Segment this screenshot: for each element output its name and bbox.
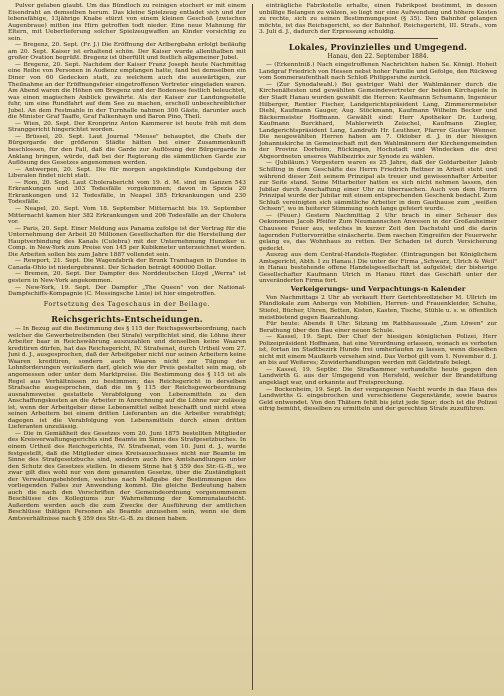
right-mid-articles [259,62,497,412]
article-paragraph: Für heute: Abends 8 Uhr: Sitzung im Rathhaussaale „Zum Löwen" zur Berathung über den Bau einer neuen Schule. [259,321,497,334]
article-paragraph: — Neapel, 20. Sept. Vom 18. September Mitternacht bis 19. September Mitternacht kamen hier 382 Erkrankungen und 206 Todesfälle an der Cholera vor. [8,205,246,226]
article-paragraph: — Wien, 20. Sept. Der Kronprinz Anton Kammerer ist heute früh mit dem Stranggericht hingerichtet worden. [8,120,246,134]
continuation-notice: Fortsetzung des Tageschaus in der Beilage. [43,299,211,308]
article-paragraph: — Bremen, 20. Sept. Der Dampfer des Norddeutschen Lloyd „Werra" ist gestern in New-York angekommen. [8,271,246,284]
article-paragraph: — (Zur Synodalwahl.) Bei gestriger Wahl der Wahlmänner durch die Kirchenältesten und gewählten Gemeindevertreter der beiden Kirchspiele in der Stadt Hanau wurden gewählt die Herren: Kaufmann Schumann, Ingenieur Hilberger, Rentier Fischer, Landgerichtspräsident Lang, Zimmerermeister Diehl, Kaufmann Gauger, Aug. Stöckmann, Kaufmann Wilhelm Becker und Bäckermeister Hoffmann. Gewählt sind: Herr Apotheker Dr. Ludwig, Kaufmann Burckhard, Mahlerwirth Zeischel, Kaufmann Ziegler, Landgerichtspräsident Lang, Landrath Hr. Leuthner, Pfarrer Gustav Wenner. Die neugewählten Herren haben am 7. Oktober d. J. in der hiesigen Johanniskirche in Gemeinschaft mit den Wahlmännern der Kirchengemeinden der Provinz Dorheim, Rückingen, Hochstadt und Windecken die drei Abgeordneten unseres Wahlbezirks zur Synode zu wählen. [259,81,497,160]
article-paragraph: — (Feuer.) Gestern Nachmittag 2 Uhr brach in einer Scheuer des Oekonomen Jacob Pfeifer Zum Neumannschen Anwesen in der Großauheimer Chaussee Feuer aus, welches in kurzer Zeit den Dachstuhl und die darin lagernden Futtervorräthe einäscherte. Dem raschen Eingreifen der Feuerwehr gelang es, das Wohnhaus zu retten. Der Schaden ist durch Versicherung gedeckt. [259,212,497,252]
article-paragraph: Auszug aus dem Central-Handels-Register. (Eintragungen bei Königlichem Amtsgericht, Abth. I zu Hanau.) Die unter der Firma „Schwarz, Ulrich & Weil" in Hanau bestehende offene Handelsgesellschaft ist aufgelöst; der bisherige Gesellschafter Kaufmann Ulrich in Hanau führt das Geschäft unter der unveränderten Firma fort. [259,252,497,285]
article-paragraph: — In Bezug auf die Bestimmung des § 115 der Reichsgewerbeordnung, nach welcher die Gewerbetreibenden (bei Strafe) verpflichtet sind, die Löhne ihrer Arbeiter baar in Reichswährung auszuzahlen und denselben keine Waaren kreditiren dürfen, hat das Reichsgericht, IV. Strafsenat, durch Urtheil vom 27. Juni d. J., ausgesprochen, daß der Arbeitgeber nicht nur seinen Arbeitern keine Waaren kreditiren, sondern auch Waaren nicht zur Tilgung der Lohnforderungen veräußern darf, gleich wie der Preis gestaltet sein mag, ob angemessen oder unter dem Marktpreise. Die Bestimmung des § 115 ist als Regel aus Verhältnissen zu bestimmen; das Reichsgericht in derselben Strafsache ausgesprochen, daß die im § 115 der Reichsgewerbeordnung ausnahmsweise gestattete Verabfolgung von Lebensmitteln zu den Anschaffungskosten an die Arbeiter in Anrechnung auf die Löhne nur zulässig ist, wenn der Arbeitgeber diese Lebensmittel selbst beschafft und nicht etwa seinen Arbeitern bei einem dritten Lieferanten an die Arbeiter verabfolgt; dagegen ist die Verabfolgung von Lebensmitteln durch einen dritten Lieferanten unzulässig. [8,326,246,431]
left-bottom-articles [8,326,246,522]
article-paragraph: — Die in Gemäßheit des Gesetzes vom 20. Juni 1875 bestellten Mitglieder des Kreisverwaltungsgerichts sind Beamte im Sinne des Strafgesetzbuches. In einem Urtheil des Reichsgerichts, IV. Strafsenat, vom 10. Juni d. J., wurde festgestellt, daß die Mitglieder eines Kreisausschusses nicht nur Beamte im Sinne des Strafgesetzbuchs sind, sondern auch ihre Amtshandlungen unter den Schutz des Gesetzes stellen. In diesem Sinne hat § 359 des Str.-G.-B., wo zwar gilt dies wohl nur von dem genannten Gesetze, über die Zuständigkeit der Verwaltungsbehörden, welches nach Maßgabe der Bestimmungen des vorliegenden Falles zur Anwendung kommt. Die gleiche Bedeutung haben auch die nach den Vorschriften der Gemeindeordnung vorgenommenen Beschlüsse des Kollegiums zur Wahrnehmung der Kommunalaufsicht. Außerdem werden auch die zum Zwecke der Ausführung der amtlichen Beschlüsse thätigen Personen als Beamte anzusehen sein, wenn sie dem Amtsverhältnisse nach § 359 des Str.-G.-B. zu dienen haben. [8,430,246,523]
article-paragraph: — Antwerpen, 20. Sept. Die für morgen angekündigte Kundgebung der Liberalen findet nicht statt. [8,166,246,180]
left-top-articles [8,3,246,298]
section-divider [319,38,438,39]
article-paragraph: — Brüssel, 20. Sept. Laut Journal "Meuse" behauptet, die Chefs der Bürgergarde der größeren Städte hätten bei einer Zusammenkunft beschlossen, für den Fall, daß die Garde zur Auflösung der Bürgergarde in Anklang bringen, würde, daß bei der Regierung die sämmtlichen Garde zur Auflösung des Gesetzes angenommen werden. [8,133,246,167]
left-column [8,3,246,692]
section-heading-reichsgericht: Reichsgerichts-Entscheidungen. [51,314,203,325]
right-column [259,3,497,692]
column-rule [252,4,253,690]
article-paragraph: einträgliche Fabrikstelle erhalte, einen Fabrikpost bestimmt, in dessen unbillige Belangen zu wälzen, so liegt nur eine Aufwendung und höhere Kosten zu rechte, sich zu seinen Bestimmungspost (§ 35). Den Bahnhof gelangen möchte, ist das Reichsgericht, so der Bahnhof. Reichsgericht, III. Strafs., vom 3. Juli d. J., dadurch der Erpressung schuldig. [259,3,497,36]
article-paragraph: — Paris, 20. Sept. Einer Meldung aus Panama zufolge ist der Vertrag für die Unternehmung der Arbeit 20 Millionen Gesellschaften für die Herstellung der Hauptverbindung des Kanals (Culebra) mit der Unternehmung Hunziker u. Comp. in New-York zum Preise von 145 per Kubikmeter unterzeichnet worden. Die Arbeiten sollen bis zum Jahre 1887 vollendet sein. [8,225,246,258]
article-paragraph: — (Erkenntniß.) Nach eingetroffenen Nachrichten haben Se. Königl. Hoheit Landgraf Friedrich von Hessen nebst hoher Familie und Gefolge, den Rückweg vom Sommeraufenthalt nach Schloß Philippsruhe zurück. [259,62,497,82]
section-heading-lokales: Lokales, Provinzielles und Umgegend. [288,41,468,52]
article-paragraph: — Rom, 20. Sept. Laut Cholerabericht vom 19. d. M. sind im Ganzen 543 Erkrankungen und 303 Todesfälle vorgekommen; davon in Spezia 20 Erkrankungen und 12 Todesfälle, in Neapel 385 Erkrankungen und 230 Todesfälle. [8,179,246,206]
article-paragraph: — Bregenz, 20. Sept. Nachdem der Kaiser Franz Joseph heute Nachmittag eine Reihe von Personen in Audienz empfangen hatte, fand bei demselben ein Diner von 60 Gedecken statt, zu welchem auch die auswärtigen, zur Theilnahme an der Eröffnungsfeier eingetroffenen Vertreter eingeladen waren. Am Abend waren die Höhen um Bregenz und der Bodensee festlich beleuchtet, was einen magischen Anblick gewährte. Als der Kaiser zur Landungsstelle fuhr, um eine Rundfahrt auf dem See zu machen, erscholl unbeschreiblicher Jubel. An dem Festmahle in der Turnhalle nahmen 300 Gäste, darunter auch die Minister Graf Taaffe, Graf Falkenhayn und Baron Pino, Theil. [8,61,246,121]
right-top-articles [259,3,497,36]
section-divider [68,310,187,311]
article-paragraph: — Bockenheim, 19. Sept. In der vergangenen Nacht wurde in das Haus des Landwirths G. eingebrochen und verschiedene Gegenstände, sowie baares Geld entwendet. Von den Thätern fehlt bis jetzt jede Spur; doch ist die Polizei eifrig bemüht, dieselben zu ermitteln und der gerechten Strafe zuzuführen. [259,386,497,413]
article-paragraph: — Kassel, 19. Septbr. Die Strafkammer verhandelte heute gegen den Landwirth G. aus der Umgegend von Hersfeld, welcher der Brandstiftung angeklagt war, und erkannte auf Freisprechung. [259,366,497,386]
article-paragraph: Von Nachmittags 2 Uhr ab verkauft Herr Gerichtsvollzieher M. Ullrich im Pfandlokale zum Anbergs von Mobilien, Herren- und Frauenkleider, Schuhe, Stiefel, Bücher, Uhren, Betten, Kisten, Kasten, Tische, Stühle u. s. w. öffentlich meistbietend gegen Baarzahlung. [259,294,497,321]
article-paragraph: — New-York, 19. Sept. Der Dampfer „The Queen" von der National-Dampfschiffs-Kompagnie (C. Messingsche Linie) ist hier eingetroffen. [8,284,246,298]
article-paragraph: — (Jubiläum.) Vorgestern waren es 25 Jahre, daß der Goldarbeiter Jakob Schilling in dem Geschäfte des Herrn Friedrich Rettner in Arbeit steht und während dieser Zeit seinem Prinzipal als treuer und gewissenhafter Arbeiter zur Seite stand. Seine Mitarbeiter hatten es sich nicht nehmen lassen, den Jubilar durch Anschaffung einer Uhr zu überraschen. Auch von dem Herrn Prinzipal wurde der Jubilar mit einem entsprechenden Geschenk bedacht. Zum Schluß vereinigten sich sämmtliche Arbeiter in dem Gasthause zum „weißen Ochsen", wo in heiterer Stimmung noch lange gefeiert wurde. [259,160,497,213]
article-paragraph: — Kassel, 19. Sept. Der Chef der hiesigen königlichen Polizei, Herr Polizeipräsident Hoffmann, hat eine Verordnung erlassen, wonach es verboten ist, fortan im Stadtbezirk Hunde frei umherlaufen zu lassen, wenn dieselben nicht mit einem Maulkorb versehen sind. Das Verbot gilt vom 1. November d. J. an bis auf Weiteres; Zuwiderhandlungen werden mit Geldstrafe belegt. [259,334,497,367]
article-paragraph: — Rewport, 21. Sept. Die Wagenfabrik der Brunk Tramhagen in Dundee in Canada-Ohio ist niedergebrannt. Der Schaden beträgt 400000 Dollar. [8,258,246,271]
article-paragraph: — Bregenz, 20. Sept. (Fr. J.) Die Eröffnung der Arlbergbahn erfolgt beiläufig am 20. Sept. Kaiser ist erhaltend schön. Der Kaiser wurde allenthalben mit großer Ovation begrüßt. Bregenz ist überfüllt und festlich allgemeiner Jubel. [8,42,246,62]
article-paragraph: Pulver gelaben glaubt. Um das Bündloch zu reinigen stochert er mit einem Eisendraht an demselben herum. Das kleine Spielzeug entladet sich und der lebensfähige, 13jährige Knabe stürzt von einem kleinen Geschoß (zwischen Augenbraue) mitten ins Hirn getroffen todt nieder. Eine neue Mahnung für Eltern, mit Ueberlieferung solcher Spielzeugwaffen an Kinder vorsichtig zu sein. [8,3,246,42]
calendar-heading: Verkeigerungs- und Verpachtungs-n Kalender [290,284,466,293]
dateline: Hanau, den 22. September 1884. [327,52,429,60]
